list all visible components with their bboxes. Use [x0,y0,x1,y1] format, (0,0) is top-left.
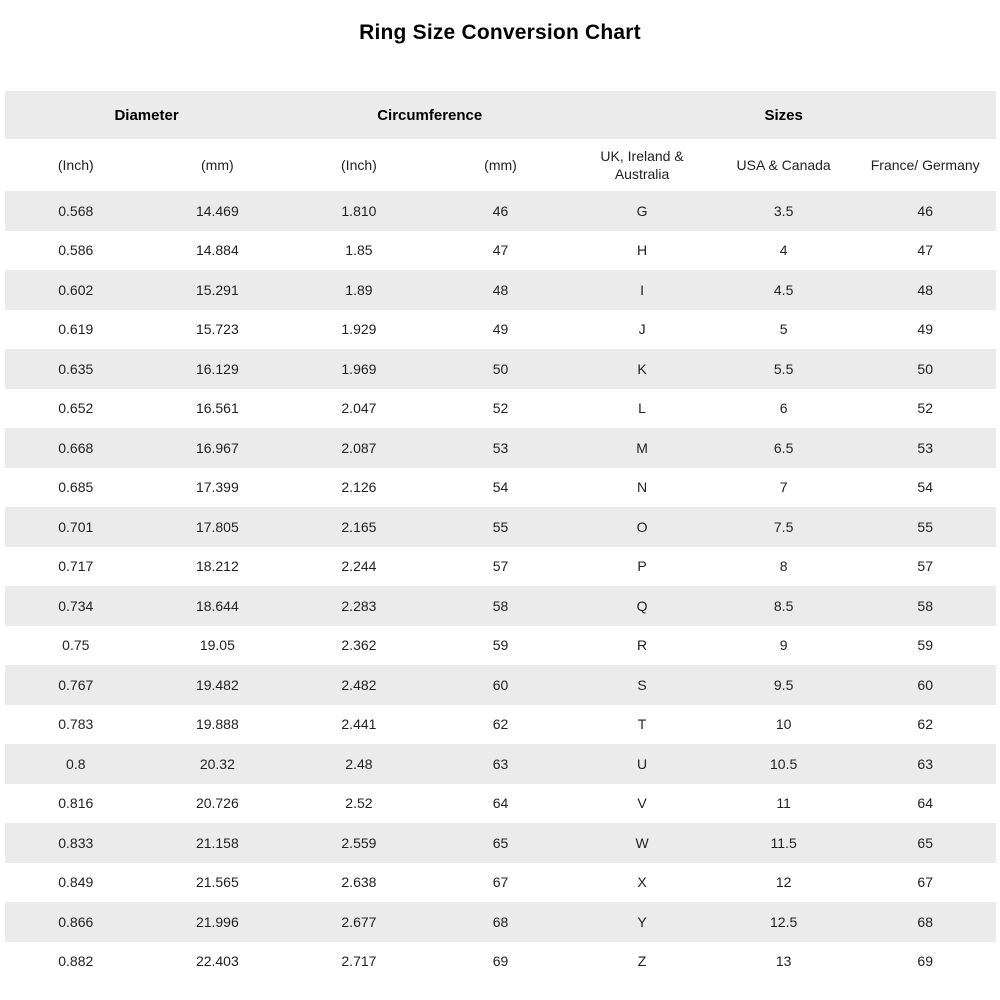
cell-size-uk: K [637,360,647,377]
cell-size-uk: V [637,795,647,812]
cell-size-france-germany: 64 [917,795,933,812]
cell-size-france-germany: 49 [917,321,933,338]
cell-diameter-inch: 0.783 [58,716,94,733]
cell-diameter-inch: 0.734 [58,597,94,614]
cell-diameter-mm: 20.726 [195,795,239,812]
cell-diameter-inch: 0.849 [58,874,94,891]
cell-size-usa: 6 [779,400,788,417]
table-row [5,626,996,666]
cell-diameter-mm: 21.158 [195,834,239,851]
cell-size-uk: P [637,558,647,575]
cell-diameter-mm: 18.644 [195,597,239,614]
cell-circumference-inch: 2.165 [341,518,377,535]
cell-size-usa: 8 [779,558,788,575]
cell-size-usa: 12 [775,874,792,891]
cell-circumference-inch: 2.677 [341,913,377,930]
table-body [5,191,996,981]
cell-size-uk: I [640,281,644,298]
cell-diameter-inch: 0.866 [58,913,94,930]
cell-circumference-mm: 47 [492,242,509,259]
table-row [5,705,996,745]
cell-diameter-mm: 17.399 [195,479,239,496]
cell-circumference-mm: 57 [492,558,509,575]
column-header-usa-canada: USA & Canada [736,156,831,173]
cell-diameter-mm: 15.723 [195,321,239,338]
cell-diameter-mm: 14.469 [195,202,239,219]
column-header-circumference-inch: (Inch) [341,156,377,173]
cell-circumference-mm: 65 [492,834,509,851]
table-row [5,507,996,547]
cell-size-france-germany: 59 [917,637,933,654]
cell-circumference-mm: 63 [492,755,509,772]
table-row [5,902,996,942]
cell-diameter-inch: 0.717 [58,558,94,575]
cell-size-usa: 11 [776,795,791,812]
column-header-france-germany: France/ Germany [870,156,980,173]
ring-size-table [5,91,996,981]
cell-circumference-mm: 55 [492,518,509,535]
cell-circumference-mm: 53 [492,439,509,456]
cell-diameter-inch: 0.816 [58,795,94,812]
cell-circumference-mm: 54 [492,479,509,496]
cell-circumference-mm: 49 [492,321,509,338]
cell-circumference-inch: 2.638 [341,874,377,891]
cell-size-uk: M [636,439,648,456]
cell-size-france-germany: 57 [917,558,933,575]
cell-diameter-mm: 14.884 [195,242,239,259]
table-row [5,428,996,468]
table-row [5,389,996,429]
cell-size-uk: H [637,242,648,259]
cell-size-france-germany: 55 [917,518,933,535]
cell-circumference-inch: 2.087 [341,439,377,456]
cell-circumference-inch: 2.482 [341,676,377,693]
cell-circumference-inch: 2.362 [341,637,377,654]
cell-diameter-inch: 0.652 [58,400,94,417]
cell-diameter-inch: 0.685 [58,479,94,496]
cell-circumference-inch: 2.441 [341,716,377,733]
cell-diameter-mm: 19.05 [199,637,235,654]
cell-size-usa: 11.5 [770,834,797,851]
cell-size-usa: 12.5 [770,913,798,930]
cell-circumference-inch: 1.810 [341,202,377,219]
cell-circumference-inch: 1.85 [345,242,373,259]
cell-diameter-inch: 0.767 [58,676,94,693]
cell-circumference-inch: 2.559 [341,834,377,851]
cell-size-france-germany: 65 [917,834,933,851]
cell-size-uk: Q [636,597,648,614]
cell-size-usa: 8.5 [773,597,794,614]
cell-size-usa: 9.5 [773,676,794,693]
cell-circumference-mm: 60 [492,676,509,693]
table-row [5,744,996,784]
cell-size-france-germany: 54 [917,479,933,496]
cell-size-france-germany: 50 [917,360,933,377]
cell-size-uk: Y [637,913,647,930]
cell-circumference-inch: 2.52 [345,795,373,812]
cell-circumference-mm: 50 [492,360,509,377]
table-row [5,270,996,310]
table-row [5,586,996,626]
cell-size-france-germany: 52 [917,400,933,417]
cell-size-uk: J [638,321,646,338]
table-row [5,863,996,903]
cell-circumference-mm: 48 [492,281,509,298]
cell-circumference-mm: 59 [492,637,509,654]
cell-circumference-inch: 2.244 [341,558,377,575]
cell-diameter-inch: 0.75 [62,637,90,654]
cell-diameter-inch: 0.701 [58,518,94,535]
cell-circumference-inch: 2.283 [341,597,377,614]
cell-size-uk: W [635,834,649,851]
table-row [5,349,996,389]
page-title: Ring Size Conversion Chart [359,21,641,44]
cell-diameter-mm: 21.996 [195,913,239,930]
cell-size-usa: 5 [779,321,788,338]
table-column-header-row [5,139,996,191]
cell-size-uk: X [637,874,647,891]
cell-circumference-mm: 46 [492,202,509,219]
cell-diameter-mm: 19.888 [195,716,239,733]
table-row [5,823,996,863]
cell-size-uk: N [637,479,648,496]
column-header-uk-ireland-australia: UK, Ireland & Australia [600,147,684,182]
cell-size-france-germany: 60 [917,676,933,693]
cell-diameter-mm: 19.482 [195,676,239,693]
cell-diameter-inch: 0.619 [58,321,94,338]
cell-size-usa: 10.5 [770,755,798,772]
cell-diameter-inch: 0.586 [58,242,94,259]
cell-size-usa: 4 [779,242,788,259]
cell-circumference-mm: 58 [492,597,509,614]
table-row [5,665,996,705]
table-row [5,468,996,508]
cell-size-france-germany: 53 [917,439,933,456]
table-row [5,784,996,824]
cell-circumference-inch: 1.929 [341,321,377,338]
cell-size-uk: S [637,676,647,693]
cell-diameter-inch: 0.668 [58,439,94,456]
group-header-sizes: Sizes [764,106,803,124]
cell-circumference-inch: 1.89 [345,281,373,298]
cell-diameter-mm: 18.212 [195,558,239,575]
cell-diameter-mm: 16.561 [195,400,239,417]
cell-diameter-mm: 20.32 [199,755,235,772]
cell-size-uk: U [637,755,648,772]
table-row [5,547,996,587]
cell-size-usa: 4.5 [773,281,794,298]
cell-circumference-mm: 52 [492,400,509,417]
cell-size-uk: L [638,400,646,417]
table-row [5,231,996,271]
cell-size-france-germany: 47 [917,242,933,259]
cell-diameter-inch: 0.635 [58,360,94,377]
cell-diameter-inch: 0.568 [58,202,94,219]
cell-circumference-mm: 64 [492,795,509,812]
column-header-diameter-inch: (Inch) [57,156,94,173]
cell-size-france-germany: 58 [917,597,933,614]
table-group-header-row [5,91,996,139]
cell-diameter-inch: 0.602 [58,281,94,298]
cell-circumference-inch: 2.047 [341,400,377,417]
cell-diameter-inch: 0.833 [58,834,94,851]
cell-size-usa: 5.5 [773,360,794,377]
cell-size-usa: 13 [775,953,792,970]
cell-size-usa: 7.5 [773,518,794,535]
group-header-diameter: Diameter [114,106,179,124]
cell-circumference-inch: 2.126 [341,479,377,496]
cell-size-usa: 10 [775,716,792,733]
cell-size-usa: 7 [779,479,788,496]
cell-diameter-mm: 17.805 [195,518,239,535]
cell-circumference-inch: 2.717 [341,953,377,970]
cell-diameter-inch: 0.882 [58,953,94,970]
cell-circumference-inch: 1.969 [341,360,377,377]
cell-size-uk: T [637,716,647,733]
cell-size-france-germany: 48 [917,281,933,298]
cell-size-france-germany: 63 [917,755,933,772]
cell-circumference-mm: 68 [492,913,509,930]
cell-size-uk: O [636,518,648,535]
cell-size-usa: 3.5 [773,202,794,219]
table-row [5,191,996,231]
cell-size-uk: Z [637,953,647,970]
cell-size-uk: R [637,637,648,654]
cell-diameter-mm: 21.565 [195,874,239,891]
cell-diameter-mm: 16.967 [195,439,239,456]
cell-size-france-germany: 67 [917,874,933,891]
cell-size-usa: 6.5 [773,439,794,456]
cell-size-france-germany: 46 [917,202,933,219]
cell-circumference-inch: 2.48 [345,755,373,772]
column-header-circumference-mm: (mm) [484,156,517,173]
cell-size-france-germany: 68 [917,913,933,930]
table-row [5,942,996,982]
column-header-diameter-mm: (mm) [201,156,234,173]
cell-size-uk: G [636,202,648,219]
cell-size-france-germany: 62 [917,716,933,733]
group-header-circumference: Circumference [377,106,483,124]
cell-diameter-inch: 0.8 [66,755,86,772]
cell-diameter-mm: 15.291 [195,281,239,298]
table-row [5,310,996,350]
cell-diameter-mm: 22.403 [195,953,239,970]
cell-circumference-mm: 67 [492,874,509,891]
cell-circumference-mm: 69 [492,953,509,970]
cell-diameter-mm: 16.129 [195,360,239,377]
cell-size-usa: 9 [779,637,788,654]
cell-size-france-germany: 69 [917,953,933,970]
cell-circumference-mm: 62 [492,716,509,733]
